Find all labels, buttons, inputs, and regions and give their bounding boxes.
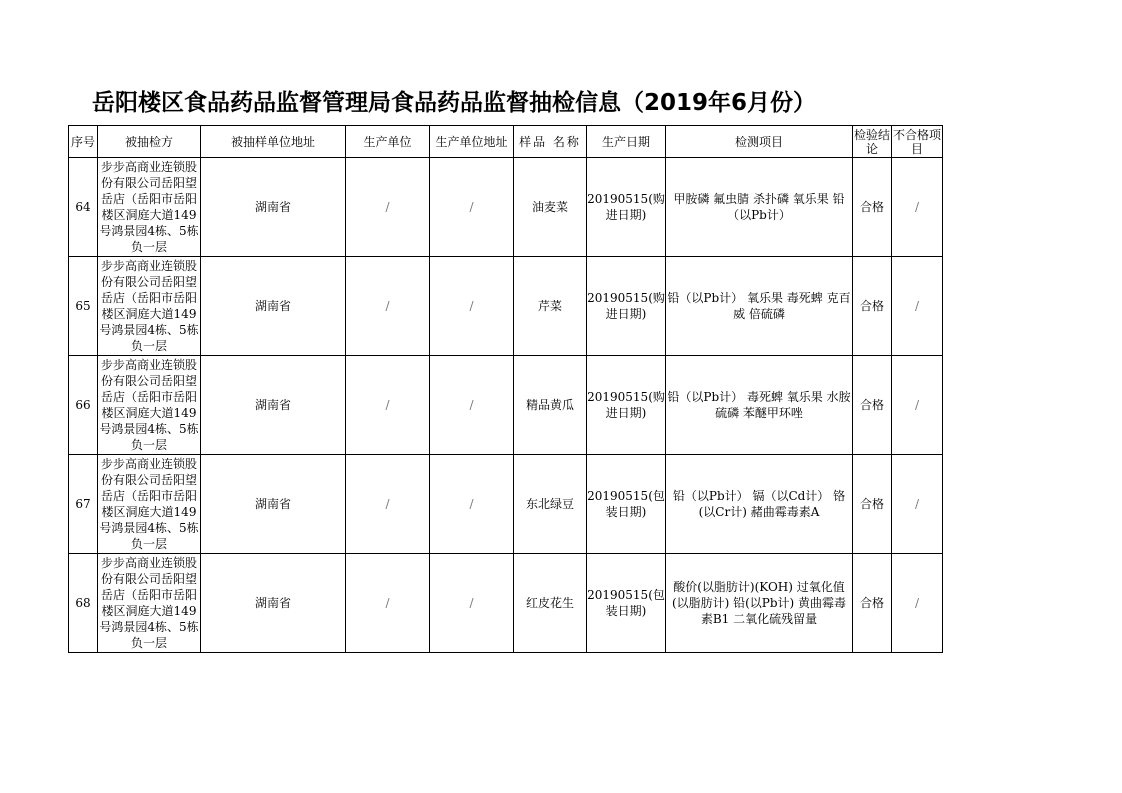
cell-inspected: 步步高商业连锁股份有限公司岳阳望岳店（岳阳市岳阳楼区洞庭大道149号鸿景园4栋、5栋负一层 [98,455,201,554]
table-row [69,158,943,257]
cell-result: 合格 [853,455,892,554]
cell-nonconforming: / [892,455,943,554]
cell-inspected: 步步高商业连锁股份有限公司岳阳望岳店（岳阳市岳阳楼区洞庭大道149号鸿景园4栋、5栋负一层 [98,158,201,257]
cell-producer: / [346,356,430,455]
cell-result: 合格 [853,158,892,257]
header-production-date: 生产日期 [587,126,666,158]
header-producer: 生产单位 [346,126,430,158]
cell-producer-address: / [430,257,514,356]
cell-inspected: 步步高商业连锁股份有限公司岳阳望岳店（岳阳市岳阳楼区洞庭大道149号鸿景园4栋、5栋负一层 [98,356,201,455]
cell-address: 湖南省 [201,257,346,356]
cell-nonconforming: / [892,158,943,257]
cell-production-date: 20190515(包装日期) [587,455,666,554]
header-nonconforming: 不合格项目 [892,127,941,156]
cell-test-items: 铅（以Pb计） 毒死蜱 氧乐果 水胺硫磷 苯醚甲环唑 [666,356,853,455]
cell-production-date: 20190515(购进日期) [587,257,666,356]
cell-producer-address: / [430,356,514,455]
cell-seq: 67 [69,455,98,554]
cell-producer: / [346,554,430,653]
cell-test-items: 铅（以Pb计） 镉（以Cd计） 铬(以Cr计) 赭曲霉毒素A [666,455,853,554]
cell-nonconforming: / [892,554,943,653]
cell-production-date: 20190515(购进日期) [587,158,666,257]
cell-seq: 65 [69,257,98,356]
header-address: 被抽样单位地址 [201,126,346,158]
cell-seq: 64 [69,158,98,257]
table-row [69,356,943,455]
table-row [69,455,943,554]
cell-address: 湖南省 [201,455,346,554]
cell-result: 合格 [853,257,892,356]
cell-result: 合格 [853,554,892,653]
header-producer-address: 生产单位地址 [430,126,514,158]
table-row [69,554,943,653]
cell-production-date: 20190515(购进日期) [587,356,666,455]
header-seq: 序号 [69,126,98,158]
header-row [69,126,943,158]
cell-production-date: 20190515(包装日期) [587,554,666,653]
table-row [69,257,943,356]
cell-seq: 68 [69,554,98,653]
header-test-items: 检测项目 [666,126,853,158]
inspection-table [68,125,943,653]
header-inspected: 被抽检方 [98,126,201,158]
page-title: 岳阳楼区食品药品监督管理局食品药品监督抽检信息（2019年6月份） [92,90,817,116]
cell-producer: / [346,455,430,554]
cell-inspected: 步步高商业连锁股份有限公司岳阳望岳店（岳阳市岳阳楼区洞庭大道149号鸿景园4栋、5栋负一层 [98,257,201,356]
cell-sample-name: 东北绿豆 [514,455,587,554]
cell-producer-address: / [430,554,514,653]
cell-producer: / [346,257,430,356]
cell-nonconforming: / [892,356,943,455]
cell-address: 湖南省 [201,554,346,653]
cell-sample-name: 红皮花生 [514,554,587,653]
cell-test-items: 甲胺磷 氟虫腈 杀扑磷 氧乐果 铅（以Pb计） [666,158,853,257]
cell-inspected: 步步高商业连锁股份有限公司岳阳望岳店（岳阳市岳阳楼区洞庭大道149号鸿景园4栋、5栋负一层 [98,554,201,653]
cell-test-items: 铅（以Pb计） 氧乐果 毒死蜱 克百威 倍硫磷 [666,257,853,356]
cell-address: 湖南省 [201,158,346,257]
cell-producer: / [346,158,430,257]
cell-sample-name: 油麦菜 [514,158,587,257]
header-sample-name: 样品 名称 [514,126,587,158]
cell-sample-name: 芹菜 [514,257,587,356]
cell-producer-address: / [430,455,514,554]
header-result: 检验结论 [853,127,890,156]
cell-seq: 66 [69,356,98,455]
cell-result: 合格 [853,356,892,455]
cell-address: 湖南省 [201,356,346,455]
cell-producer-address: / [430,158,514,257]
cell-test-items: 酸价(以脂肪计)(KOH) 过氧化值(以脂肪计) 铅(以Pb计) 黄曲霉毒素B1 二氧化硫残留量 [666,554,853,653]
cell-nonconforming: / [892,257,943,356]
cell-sample-name: 精品黄瓜 [514,356,587,455]
